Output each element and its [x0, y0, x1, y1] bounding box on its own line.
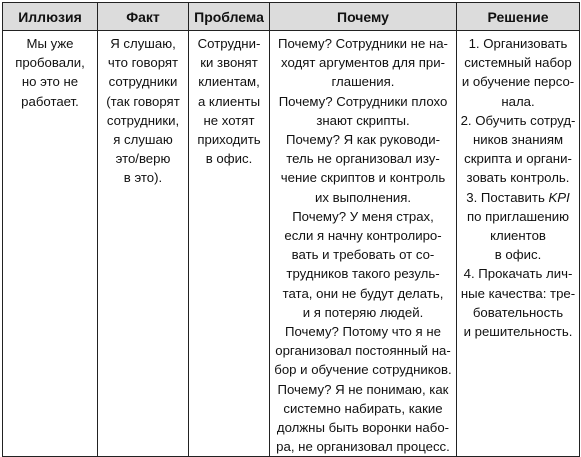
- text-line: сотрудники,: [106, 112, 180, 128]
- text-line: 4. Прокачать лич-: [463, 266, 573, 282]
- text-line: это/верю: [115, 151, 171, 167]
- text-line: трудников такого резуль-: [286, 266, 440, 282]
- header-illusion: Иллюзия: [3, 3, 98, 31]
- cell-illusion: [3, 31, 98, 457]
- text-line: Почему? У меня страх,: [292, 208, 434, 224]
- text-line: 1. Организовать: [468, 36, 568, 51]
- text-line: в офис.: [494, 247, 542, 263]
- text-line: клиентов: [490, 228, 546, 244]
- text-line: системный набор: [464, 55, 572, 71]
- text-line: в офис.: [205, 151, 253, 167]
- text-line: по приглашению: [467, 208, 569, 224]
- text-line: и обучение персо-: [461, 74, 575, 90]
- text-line: скрипта и органи-: [464, 151, 572, 167]
- text-line: чение скриптов и контроль: [280, 170, 446, 186]
- text-line: тата, они не будут делать,: [282, 285, 444, 301]
- cell-solution: [457, 31, 580, 457]
- text-line: (так говорят: [106, 93, 180, 109]
- text-line: Сотрудни-: [197, 36, 261, 51]
- text-line: Почему? Потому что я не: [285, 324, 441, 340]
- text-line: Я слушаю,: [110, 36, 176, 51]
- cell-why: [270, 31, 457, 457]
- text-line: в это).: [123, 170, 163, 186]
- kpi-term: KPI: [548, 189, 570, 205]
- text-line: ра, не организовал процесс.: [276, 439, 450, 455]
- text-line: знают скрипты.: [316, 112, 410, 128]
- table-row: [3, 31, 580, 457]
- text-line: работает.: [21, 93, 79, 109]
- text-line: и я потеряю людей.: [302, 304, 424, 320]
- text-line: вать и требовать от со-: [291, 247, 435, 263]
- text-line: что говорят: [107, 55, 179, 71]
- header-fact: Факт: [98, 3, 189, 31]
- text-line: пробовали,: [15, 55, 85, 71]
- cell-fact: [98, 31, 189, 457]
- text-line: приходить: [197, 132, 261, 148]
- cell-problem: [189, 31, 270, 457]
- header-why: Почему: [270, 3, 457, 31]
- table-header-row: [3, 3, 580, 31]
- text-line: ходят аргументов для при-: [281, 55, 445, 71]
- header-problem: Проблема: [189, 3, 270, 31]
- text-line: тель не организовал изу-: [286, 151, 440, 167]
- text-line: не хотят: [203, 112, 255, 128]
- text-line: зовать контроль.: [466, 170, 570, 186]
- text-line: Почему? Я не понимаю, как: [277, 381, 449, 397]
- text-line: сотрудники: [108, 74, 178, 90]
- text-line: Почему? Сотрудники плохо: [278, 93, 448, 109]
- text-line: должны быть воронки набо-: [276, 420, 450, 436]
- text-line: я слушаю: [113, 132, 173, 148]
- text-line: но это не: [21, 74, 79, 90]
- illusion-analysis-table: [2, 2, 580, 457]
- header-solution: Решение: [457, 3, 580, 31]
- text-line: глашения.: [331, 74, 395, 90]
- text-line: Мы уже: [26, 36, 74, 51]
- text-line: а клиенты: [197, 93, 261, 109]
- text-line: нала.: [501, 93, 535, 109]
- text-line: организовал постоянный на-: [275, 343, 451, 359]
- text-line: системно набирать, какие: [283, 400, 443, 416]
- text-line-kpi: [460, 188, 576, 207]
- text-line: клиентам,: [198, 74, 260, 90]
- text-line: бор и обучение сотрудников.: [274, 362, 452, 378]
- solution-step-3-prefix: 3. Поставить: [466, 189, 549, 205]
- text-line: 2. Обучить сотруд-: [460, 112, 576, 128]
- text-line: их выполнения.: [314, 189, 412, 205]
- text-line: ников знаниям: [472, 132, 564, 148]
- text-line: ные качества: тре-: [460, 285, 576, 301]
- text-line: бовательность: [472, 304, 564, 320]
- text-line: ки звонят: [200, 55, 258, 71]
- text-line: если я начну контролиро-: [284, 228, 442, 244]
- text-line: Почему? Я как руководи-: [286, 132, 440, 148]
- text-line: Почему? Сотрудники не на-: [278, 36, 448, 51]
- text-line: и решительность.: [463, 324, 573, 340]
